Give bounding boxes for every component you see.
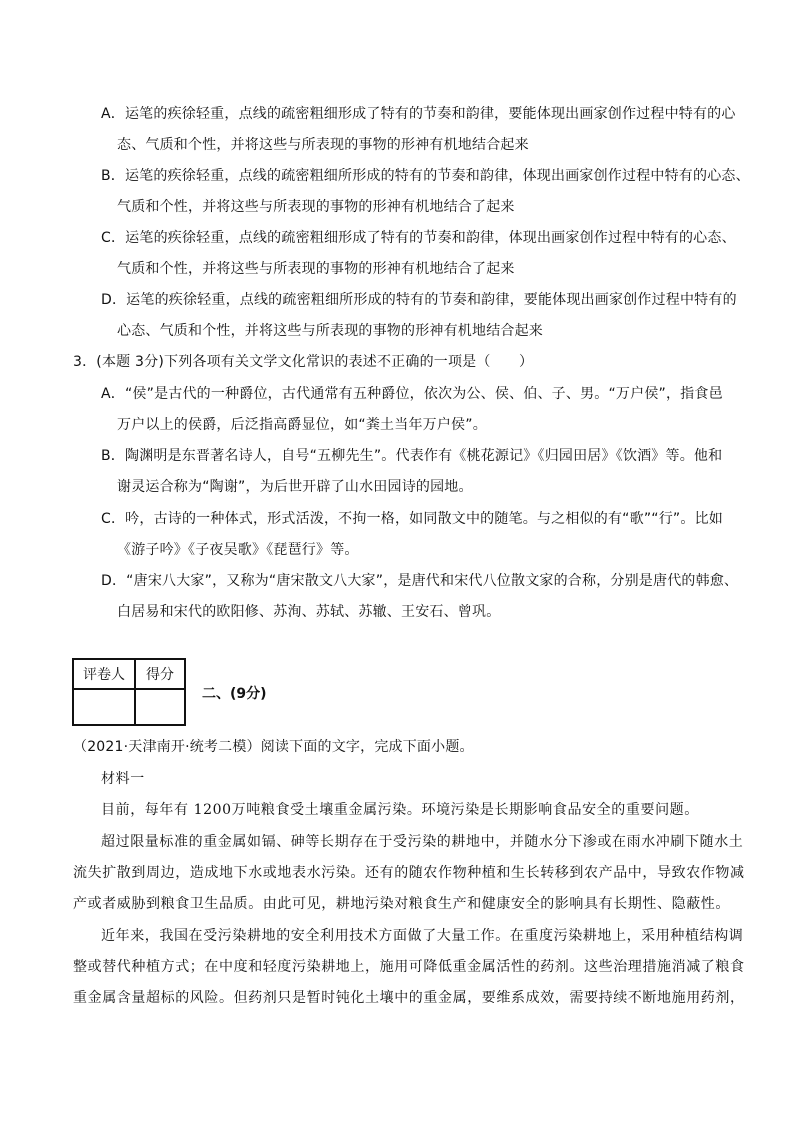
material-line: 近年来，我国在受污染耕地的安全利用技术方面做了大量工作。在重度污染耕地上，采用种植结构调 [101,928,744,944]
score-cell [135,689,185,725]
q2-option-b-line2: 气质和个性，并将这些与所表现的事物的形神有机地结合了起来 [117,199,515,215]
material-line: 重金属含量超标的风险。但药剂只是暂时钝化土壤中的重金属，要维系成效，需要持续不断地施用药剂， [73,990,745,1006]
q3-option-b-line1: B．陶渊明是东晋著名诗人，自号“五柳先生”。代表作有《桃花源记》《归园田居》《饮酒》等。他和 [101,448,723,464]
q3-stem: 3．(本题 3分)下列各项有关文学文化常识的表述不正确的一项是（ ） [73,354,534,370]
q3-option-c-line2: 《游子吟》《子夜吴歌》《琵琶行》等。 [117,542,359,558]
q3-option-d-line2: 白居易和宋代的欧阳修、苏洵、苏轼、苏辙、王安石、曾巩。 [117,604,501,620]
material-line: 超过限量标准的重金属如镉、砷等长期存在于受污染的耕地中，并随水分下渗或在雨水冲刷下随水土 [101,834,744,850]
q2-option-d-line2: 心态、气质和个性，并将这些与所表现的事物的形神有机地结合起来 [117,323,543,339]
q3-option-a-line1: A．“侯”是古代的一种爵位，古代通常有五种爵位，依次为公、侯、伯、子、男。“万户侯”，指食邑 [101,386,723,402]
material-line: 整或替代种植方式；在中度和轻度污染耕地上，施用可降低重金属活性的药剂。这些治理措施消减了粮食 [73,959,745,975]
material-label: 材料一 [101,771,145,787]
material-line: 产或者威胁到粮食卫生品质。由此可见，耕地污染对粮食生产和健康安全的影响具有长期性、隐蔽性。 [73,896,730,912]
reviewer-header: 评卷人 [73,659,135,689]
q2-option-a-line2: 态、气质和个性，并将这些与所表现的事物的形神有机地结合起来 [117,137,529,153]
score-header: 得分 [135,659,185,689]
q3-option-d-line1: D．“唐宋八大家”，又称为“唐宋散文八大家”，是唐代和宋代八位散文家的合称，分别是唐代的韩愈、 [101,573,739,589]
material-line: 目前，每年有 1200万吨粮食受土壤重金属污染。环境污染是长期影响食品安全的重要问题。 [101,802,699,818]
material-line: 流失扩散到周边，造成地下水或地表水污染。还有的随农作物种植和生长转移到农产品中，导致农作物减 [73,865,745,881]
score-table [72,658,186,726]
passage-source: （2021·天津南开·统考二模）阅读下面的文字，完成下面小题。 [73,739,474,755]
q3-option-c-line1: C．吟，古诗的一种体式，形式活泼，不拘一格，如同散文中的随笔。与之相似的有“歌”“行”。比如 [101,511,723,527]
q3-option-a-line2: 万户以上的侯爵，后泛指高爵显位，如“粪土当年万户侯”。 [117,417,487,433]
section-title: 二、(9分) [202,686,267,702]
q2-option-d-line1: D．运笔的疾徐轻重，点线的疏密粗细所形成的特有的节奏和韵律，要能体现出画家创作过程中特有的 [101,292,737,308]
q3-option-b-line2: 谢灵运合称为“陶谢”，为后世开辟了山水田园诗的园地。 [117,479,473,495]
q2-option-c-line2: 气质和个性，并将这些与所表现的事物的形神有机地结合了起来 [117,261,515,277]
q2-option-b-line1: B．运笔的疾徐轻重，点线的疏密粗细所形成的特有的节奏和韵律，体现出画家创作过程中特有的心态、 [101,168,750,184]
q2-option-a-line1: A．运笔的疾徐轻重，点线的疏密粗细形成了特有的节奏和韵律，要能体现出画家创作过程中特有的心 [101,106,736,122]
q2-option-c-line1: C．运笔的疾徐轻重，点线的疏密粗细形成了特有的节奏和韵律，体现出画家创作过程中特有的心态、 [101,230,736,246]
reviewer-cell [73,689,135,725]
